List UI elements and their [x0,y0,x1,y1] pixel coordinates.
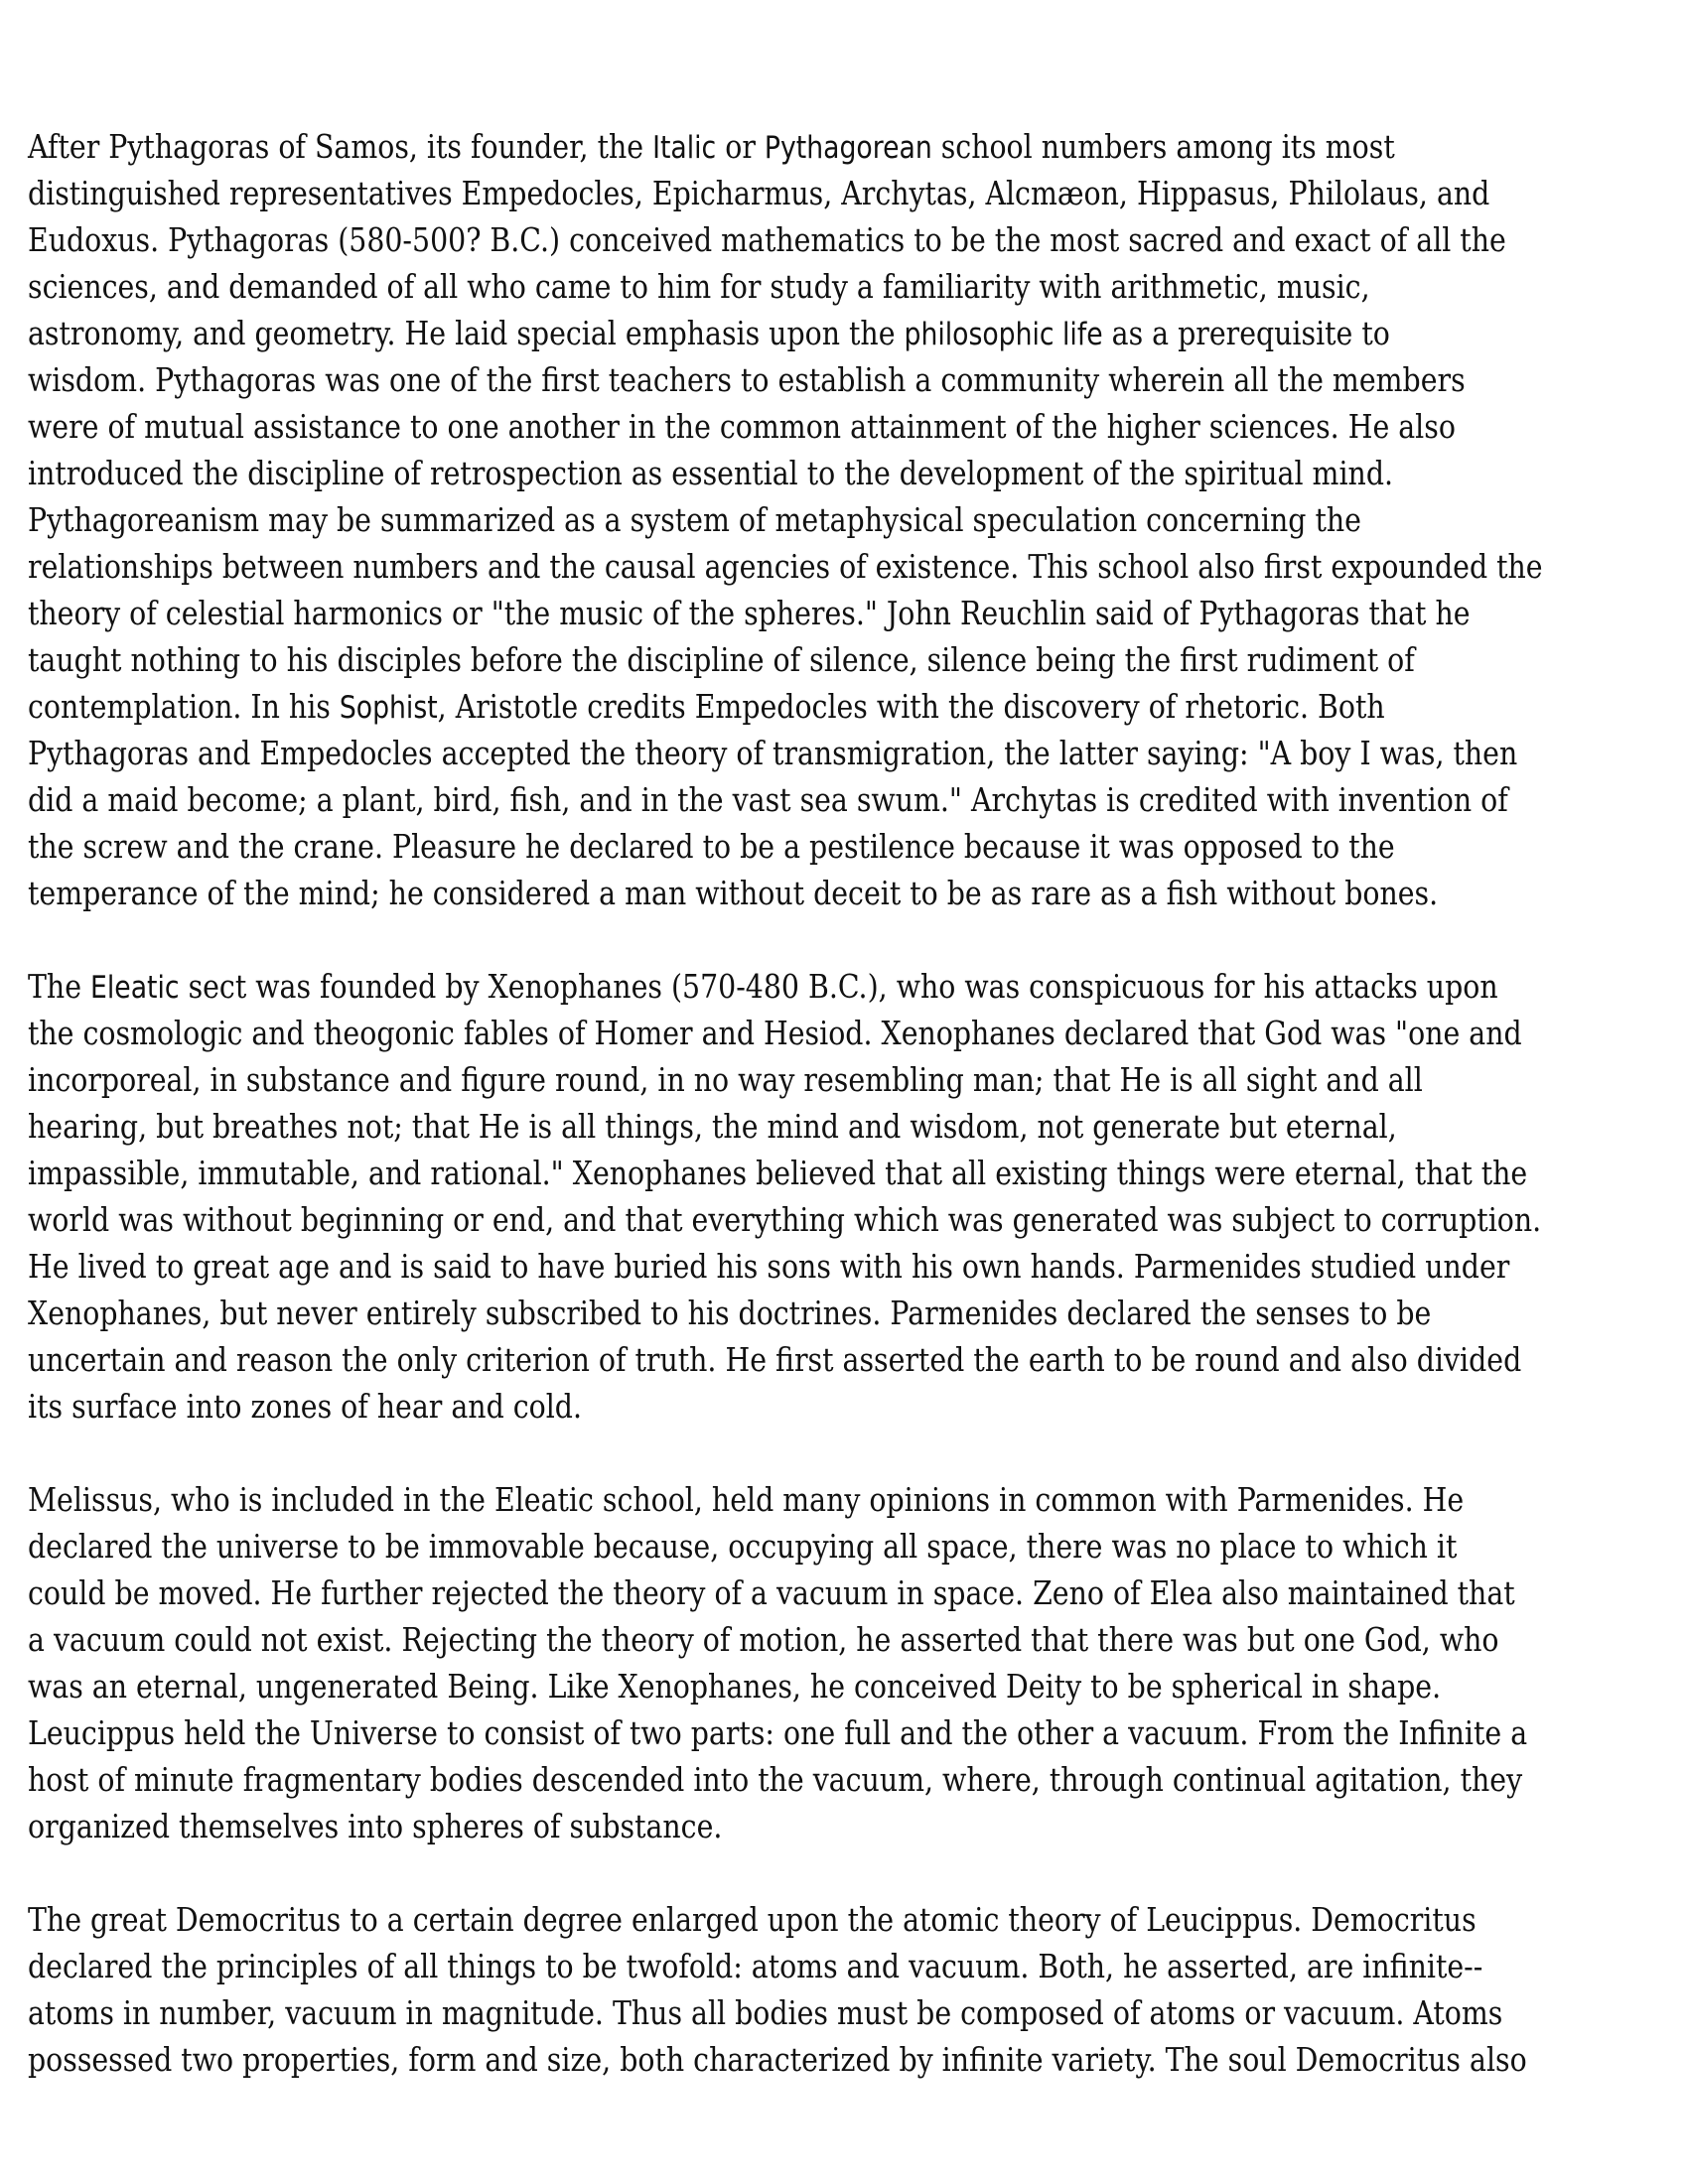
text-segment: possessed two properties, form and size, both characterized by infinite variety. The soul Democritus also [28,2040,1527,2079]
text-segment: temperance of the mind; he considered a man without deceit to be as rare as a fish without bones. [28,874,1439,912]
text-segment: school numbers among its most [931,127,1395,166]
text-segment: The [28,967,91,1006]
text-segment: contemplation. In his [28,687,340,726]
text-segment: hearing, but breathes not; that He is all things, the mind and wisdom, not generate but eternal, [28,1107,1397,1146]
text-line [28,1290,1446,1336]
emphasized-text: Italic [652,130,717,166]
emphasized-text: philosophic life [904,317,1103,352]
text-segment: taught nothing to his disciples before the discipline of silence, silence being the first rudiment of [28,640,1415,679]
text-segment: organized themselves into spheres of substance. [28,1807,723,1845]
text-segment: impassible, immutable, and rational." Xenophanes believed that all existing things were eternal, that the [28,1154,1528,1192]
emphasized-text: Eleatic [90,970,180,1006]
text-line [28,1523,1458,1570]
text-segment: did a maid become; a plant, bird, fish, and in the vast sea swum." Archytas is credited with invention of [28,780,1508,819]
text-segment: was an eternal, ungenerated Being. Like Xenophanes, he conceived Deity to be spherical in shape. [28,1667,1442,1706]
text-line [28,1570,1515,1616]
text-line [28,1010,1522,1056]
text-segment: a vacuum could not exist. Rejecting the theory of motion, he asserted that there was but one God, who [28,1620,1499,1659]
emphasized-text: Sophist [339,690,438,726]
text-segment: Pythagoras and Empedocles accepted the theory of transmigration, the latter saying: "A boy I was, then [28,734,1518,772]
text-segment: Leucippus held the Universe to consist of two parts: one full and the other a vacuum. From the Infinite a [28,1713,1528,1752]
text-segment: host of minute fragmentary bodies descended into the vacuum, where, through continual agitation, they [28,1760,1523,1799]
text-line [28,776,1508,823]
text-line [28,216,1506,263]
text-line [28,1943,1483,1989]
text-line [28,1989,1503,2036]
text-segment: Xenophanes, but never entirely subscribed to his doctrines. Parmenides declared the senses to be [28,1294,1432,1332]
text-segment: or [716,127,765,166]
text-segment: sect was founded by Xenophanes (570-480 B.C.), who was conspicuous for his attacks upon [179,967,1498,1006]
text-segment: Melissus, who is included in the Eleatic school, held many opinions in common with Parmenides. He [28,1480,1465,1519]
text-segment: were of mutual assistance to one another in the common attainment of the higher sciences. He also [28,407,1456,446]
text-line [28,870,1446,916]
text-segment: He lived to great age and is said to have buried his sons with his own hands. Parmenides studied under [28,1247,1510,1286]
text-line [28,1616,1499,1663]
text-segment: incorporeal, in substance and figure round, in no way resembling man; that He is all sight and all [28,1060,1423,1099]
text-line [28,1476,1465,1523]
paragraph [28,123,1676,916]
text-segment: atoms in number, vacuum in magnitude. Thus all bodies must be composed of atoms or vacuum. Atoms [28,1993,1503,2032]
emphasized-text: Pythagorean [764,130,932,166]
text-segment: Pythagoreanism may be summarized as a system of metaphysical speculation concerning the [28,500,1361,539]
text-line [28,1243,1510,1290]
text-line [28,1336,1522,1383]
text-line [28,963,1498,1010]
text-segment: , Aristotle credits Empedocles with the discovery of rhetoric. Both [437,687,1385,726]
text-line [28,1150,1528,1196]
text-line [28,170,1490,216]
text-segment: sciences, and demanded of all who came to him for study a familiarity with arithmetic, music, [28,267,1370,306]
text-segment: astronomy, and geometry. He laid special emphasis upon the [28,314,905,352]
text-segment: relationships between numbers and the causal agencies of existence. This school also first expounded the [28,547,1543,586]
text-segment: theory of celestial harmonics or "the music of the spheres." John Reuchlin said of Pythagoras that he [28,594,1471,632]
text-segment: After Pythagoras of Samos, its founder, the [28,127,653,166]
text-line [28,450,1446,496]
text-line [28,1383,1446,1430]
text-line [28,1709,1528,1756]
text-line [28,1103,1446,1150]
text-line [28,590,1471,636]
text-line [28,1896,1477,1943]
document-page [28,123,1676,2129]
text-line [28,636,1446,683]
text-segment: its surface into zones of hear and cold. [28,1387,583,1426]
text-line [28,1196,1542,1243]
text-segment: world was without beginning or end, and that everything which was generated was subject to corruption. [28,1200,1542,1239]
text-line [28,823,1446,870]
text-line [28,683,1446,730]
paragraph [28,1476,1676,1849]
text-line [28,123,1446,170]
text-segment: Eudoxus. Pythagoras (580-500? B.C.) conceived mathematics to be the most sacred and exact of all the [28,220,1506,259]
text-line [28,496,1446,543]
text-line [28,403,1456,450]
text-segment: declared the principles of all things to be twofold: atoms and vacuum. Both, he asserted, are infinite-- [28,1947,1483,1985]
text-line [28,356,1466,403]
text-line [28,263,1446,310]
text-segment: distinguished representatives Empedocles, Epicharmus, Archytas, Alcmæon, Hippasus, Philolaus, and [28,174,1490,212]
text-segment: as a prerequisite to [1102,314,1390,352]
text-segment: The great Democritus to a certain degree enlarged upon the atomic theory of Leucippus. Democritus [28,1900,1477,1939]
text-segment: declared the universe to be immovable because, occupying all space, there was no place to which it [28,1527,1458,1566]
text-line [28,2036,1527,2083]
text-segment: the screw and the crane. Pleasure he declared to be a pestilence because it was opposed to the [28,827,1395,866]
text-line [28,1803,1446,1849]
text-segment: uncertain and reason the only criterion of truth. He first asserted the earth to be round and also divided [28,1340,1522,1379]
paragraph [28,963,1676,1430]
text-line [28,543,1543,590]
text-segment: introduced the discipline of retrospection as essential to the development of the spiritual mind. [28,454,1394,492]
text-line [28,310,1446,356]
text-line [28,730,1518,776]
text-segment: wisdom. Pythagoras was one of the first teachers to establish a community wherein all the members [28,360,1466,399]
text-line [28,1056,1446,1103]
text-segment: could be moved. He further rejected the theory of a vacuum in space. Zeno of Elea also maintained that [28,1573,1515,1612]
text-segment: the cosmologic and theogonic fables of Homer and Hesiod. Xenophanes declared that God was "one and [28,1014,1522,1052]
text-line [28,1756,1523,1803]
paragraph [28,1896,1676,2083]
text-line [28,1663,1446,1709]
